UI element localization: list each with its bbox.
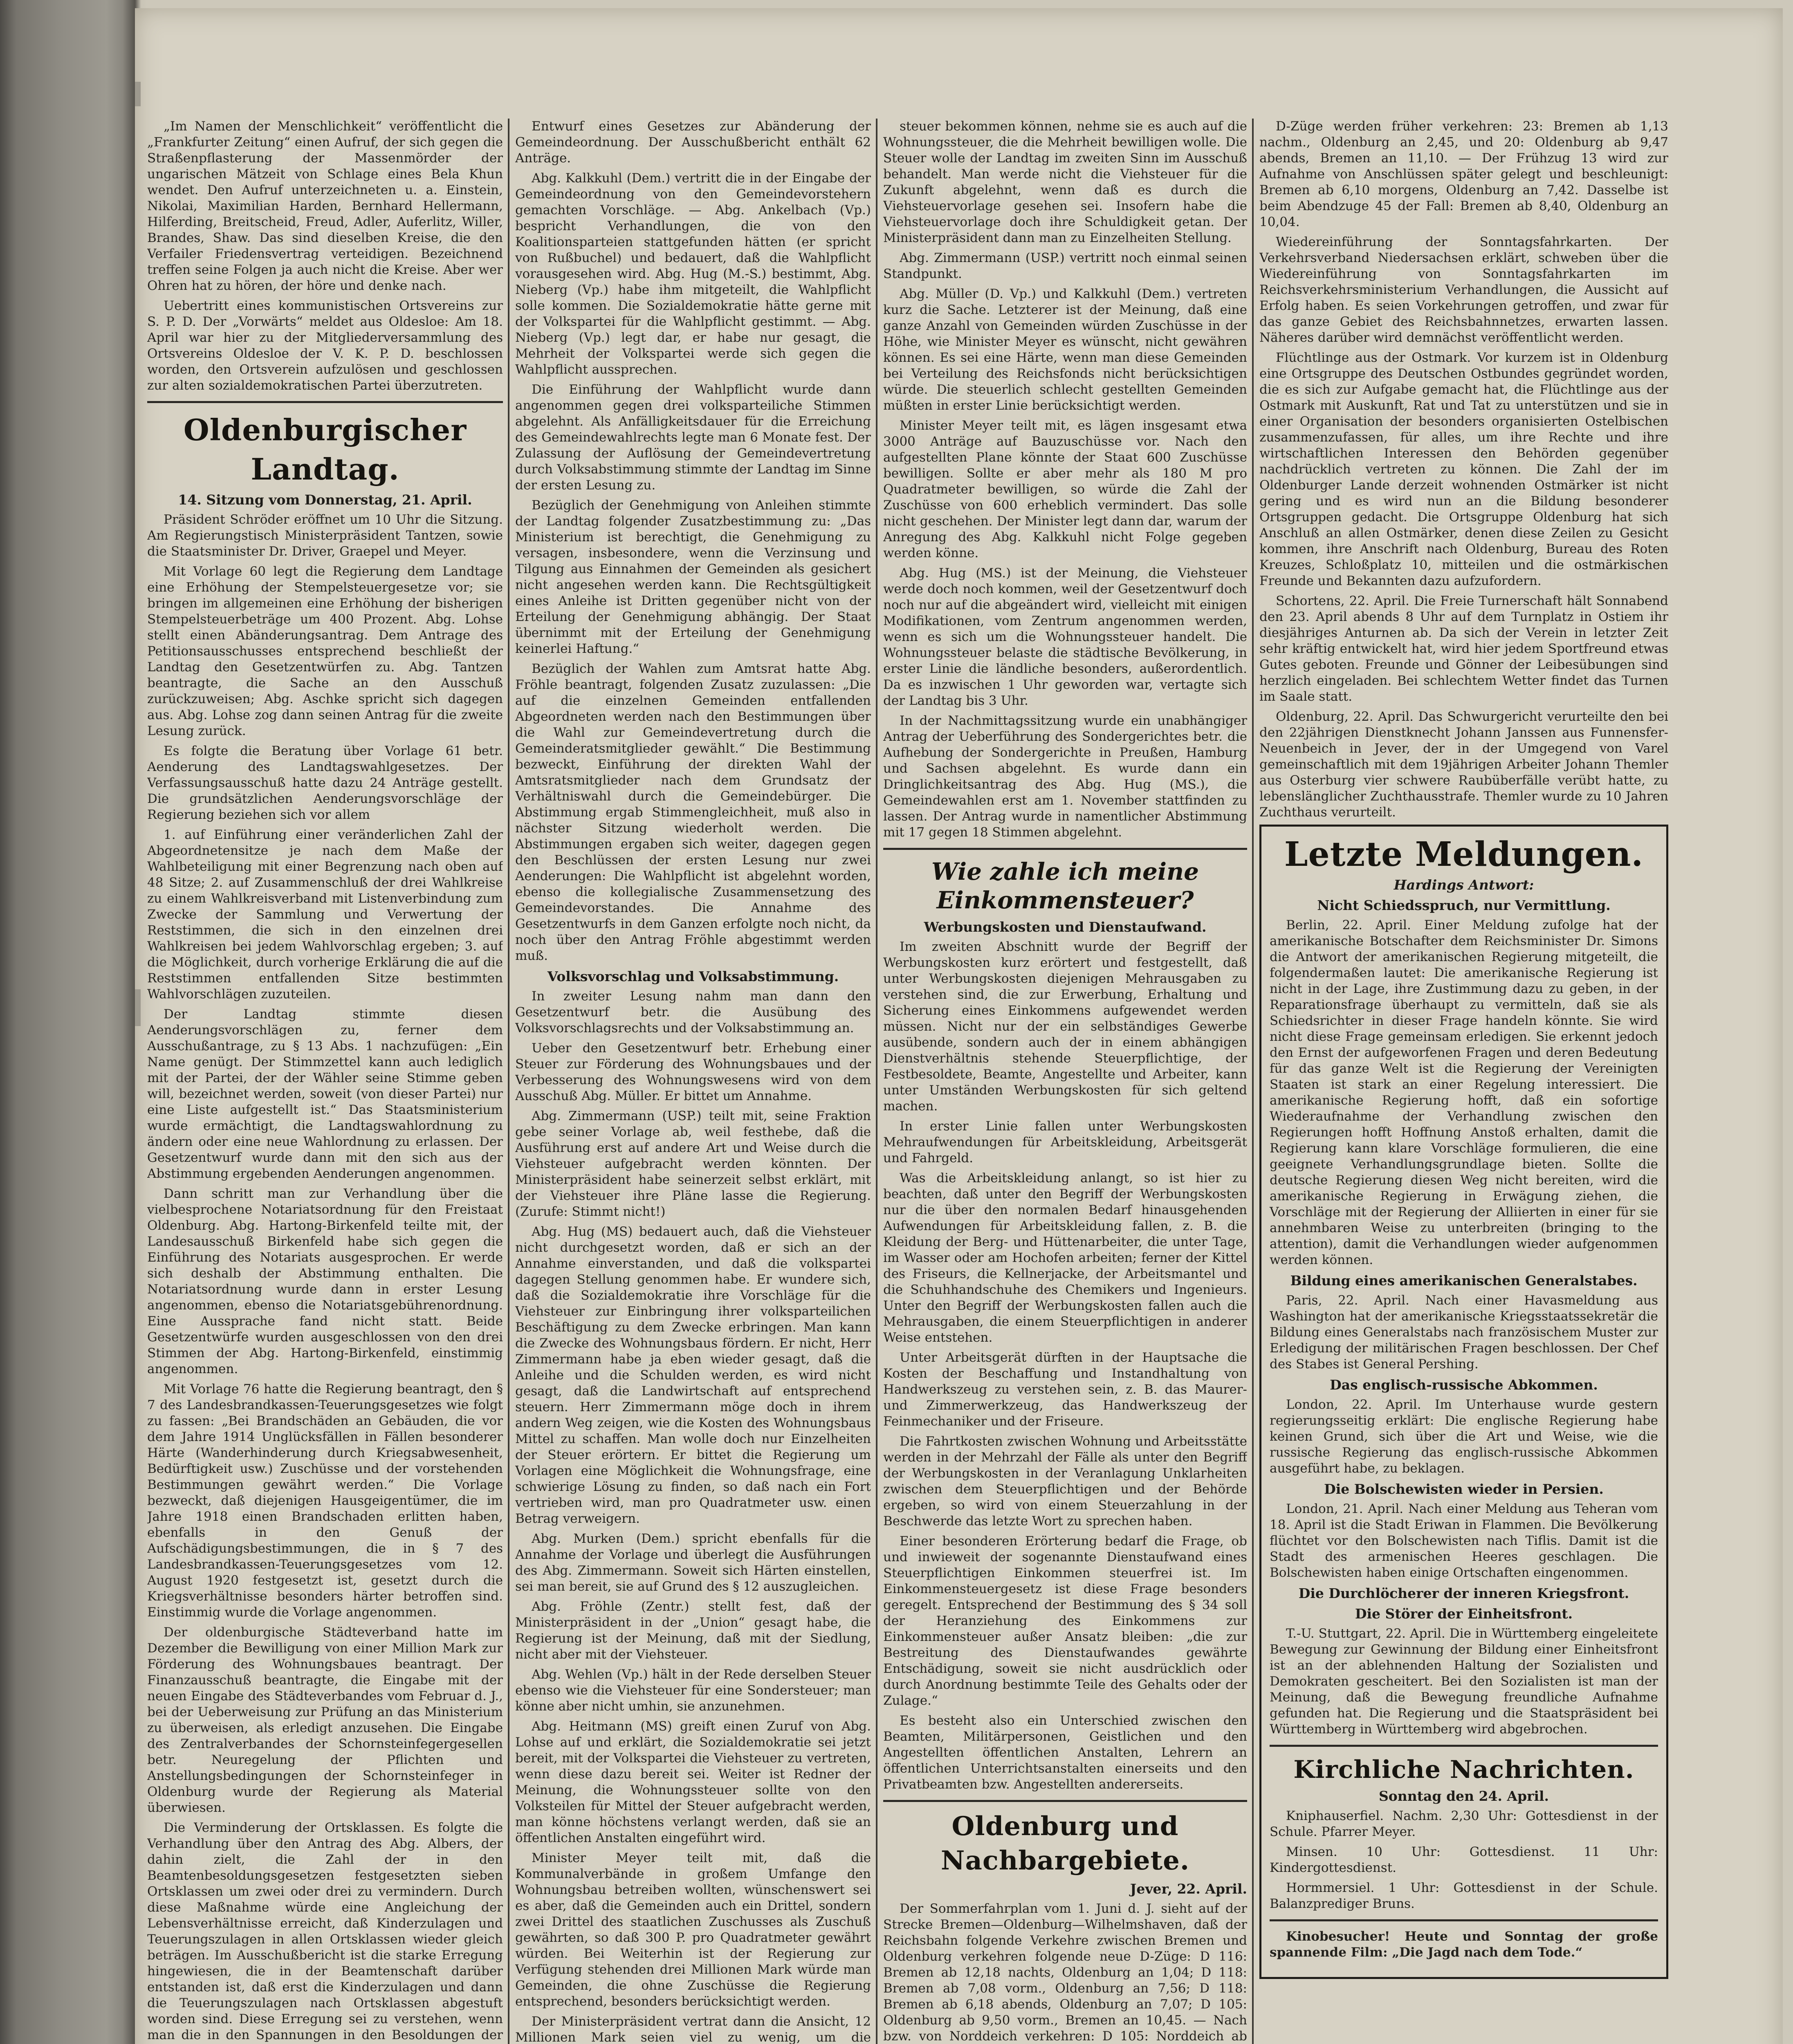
column-rule [1252,119,1254,2044]
newspaper-page [135,8,1783,2044]
article-paragraph: Was die Arbeitskleidung anlangt, so ist hier zu beachten, daß unter den Begriff der Werbungskosten nur die über den normalen Bedarf hinausgehenden Aufwendungen für Arbeitskleidung fallen, z. B. die Kleidung der Berg- und Hüttenarbeiter, die unter Tage, im Wasser oder am Hochofen arbeiten; ferner der Kittel des Friseurs, die Kellnerjacke, der Arbeitsmantel und die Schuhhandschuhe des Chemikers und Ingenieurs. Unter den Begriff der Werbungskosten fallen auch die Mehrausgaben, die einem Steuerpflichtigen in anderer Weise entstehen. [883,1171,1247,1345]
article-paragraph: Minister Meyer teilt mit, daß die Kommunalverbände in großem Umfange den Wohnungsbau betreiben wollten, wünschenswert sei es aber, daß die Gemeinden auch ein Drittel, sondern zwei Drittel des staatlichen Zuschusses als Zuschuß gewährten, so daß 300 P. pro Quadratmeter gewährt würden. Bei Weiterhin ist der Regierung zur Verfügung stehenden drei Millionen Mark würde man Gemeinden, die ohne Zuschüsse die Regierung entsprechend, besonders berücksichtigt werden. [515,1851,871,2009]
article-paragraph: Im zweiten Abschnitt wurde der Begriff der Werbungskosten kurz erörtert und festgestellt, daß unter Werbungskosten diejenigen Mehrausgaben zu verstehen sind, die zur Erwerbung, Erhaltung und Sicherung eines Einkommens aufgewendet werden müssen. Nicht nur der ein selbständiges Gewerbe ausübende, sondern auch der in einem abhängigen Dienstverhältnis stehende Steuerpflichtige, der Festbesoldete, Beamte, Angestellte und Arbeiter, kann unter Umständen Werbungskosten für sich geltend machen. [883,939,1247,1114]
subheading: Das englisch-russische Abkommen. [1330,1377,1598,1393]
article-paragraph: Paris, 22. April. Nach einer Havasmeldung aus Washington hat der amerikanische Kriegsstaatssekretär die Bildung eines Generalstabs nach französischem Muster zur Erledigung der militärischen Fragen beschlossen. Der Chef des Stabes ist General Pershing. [1270,1293,1658,1372]
subheading: Die Störer der Einheitsfront. [1355,1606,1573,1622]
article-paragraph: Minister Meyer teilt mit, es lägen insgesamt etwa 3000 Anträge auf Bauzuschüsse vor. Nach den aufgestellten Plane könnte der Staat 600 Zuschüsse bewilligen. Sollte er aber mehr als 180 M pro Quadratmeter bewilligen, so würde die Zahl der Zuschüsse von 600 erheblich vermindert. Das solle nicht geschehen. Der Minister legt dann dar, warum der Anregung des Abg. Kalkkuhl nicht Folge gegeben werden könne. [883,418,1247,560]
article-paragraph: Schortens, 22. April. Die Freie Turnerschaft hält Sonnabend den 23. April abends 8 Uhr auf dem Turnplatz in Ostiem ihr diesjähriges Anturnen ab. Da sich der Verein in letzter Zeit sehr kräftig entwickelt hat, wird hier jedem Sportfreund etwas Gutes geboten. Freunde und Gönner der Leibesübungen sind herzlich eingeladen. Bei schlechtem Wetter findet das Turnen im Saale statt. [1259,594,1668,704]
article-paragraph: Ueber den Gesetzentwurf betr. Erhebung einer Steuer zur Förderung des Wohnungsbaues und der Verbesserung des Wohnungswesens wird von dem Ausschuß Abg. Müller. Er bittet um Annahme. [515,1041,871,1103]
article-paragraph: Unter Arbeitsgerät dürften in der Hauptsache die Kosten der Beschaffung und Instandhaltung von Handwerkszeug zu verstehen sein, z. B. das Maurer- und Zimmerwerkzeug, das Handwerkszeug der Feinmechaniker und der Friseure. [883,1350,1247,1429]
article-paragraph: Es besteht also ein Unterschied zwischen den Beamten, Militärpersonen, Geistlichen und den Angestellten öffentlichen Anstalten, Lehrern an öffentlichen Unterrichtsanstalten einerseits und den Privatbeamten bzw. Angestellten andererseits. [883,1713,1247,1792]
article-paragraph: Wiedereinführung der Sonntagsfahrkarten. Der Verkehrsverband Niedersachsen erklärt, schweben über die Wiedereinführung von Sonntagsfahrkarten im Reichsverkehrsministerium Verhandlungen, die Aussicht auf Erfolg haben. Es seien Vorkehrungen getroffen, und zwar für das ganze Gebiet des Reichsbahnnetzes, erwarten lassen. Näheres darüber wird demnächst veröffentlicht werden. [1259,235,1668,345]
column-2 [515,119,871,2044]
article-paragraph: Abg. Hug (MS) bedauert auch, daß die Viehsteuer nicht durchgesetzt worden, daß er sich an der Annahme einverstanden, und daß die volkspartei dagegen Stellung genommen habe. Er wundere sich, daß die Sozialdemokratie ihre Vorschläge für die Viehsteuer zur Einbringung ihrer volksparteilichen Beschäftigung zu dem Zwecke erbringen. Man kann die Zwecke des Wohnungsbaus fördern. Er nicht, Herr Zimmermann habe ja eben wieder gesagt, daß die Anleihe und die Schulden werden, es wird nicht gesagt, daß die Landwirtschaft auf entsprechend steuern. Herr Zimmermann möge doch in ihrem andern Weg zeigen, wie die Kosten des Wohnungsbaus Mittel zu schaffen. Man wolle doch nur Einzelheiten der Steuer erörtern. Er bittet die Regierung um Vorlagen eine Möglichkeit die Wohnungsfrage, eine schwierige Lösung zu finden, so daß nach ein Fort vertrieben wird, man pro Quadratmeter usw. einen Betrag verweigern. [515,1224,871,1526]
subheading: Die Durchlöcherer der inneren Kriegsfront. [1298,1585,1629,1601]
article-paragraph: In der Nachmittagssitzung wurde ein unabhängiger Antrag der Ueberführung des Sondergerichtes betr. die Aufhebung der Sondergerichte in Preußen, Hamburg und Sachsen abgelehnt. Es wurde dann ein Dringlichkeitsantrag des Abg. Hug (MS.), die Gemeindewahlen erst am 1. November stattfinden zu lassen. Der Antrag wurde in namentlicher Abstimmung mit 17 gegen 18 Stimmen abgelehnt. [883,713,1247,840]
section-heading: Oldenburgischer Landtag. [183,412,467,486]
article-paragraph: Berlin, 22. April. Einer Meldung zufolge hat der amerikanische Botschafter dem Reichsminister Dr. Simons die Antwort der amerikanischen Regierung mitgeteilt, die folgendermaßen lautet: Die amerikanische Regierung ist nicht in der Lage, ihre Zustimmung dazu zu geben, in der Reparationsfrage überhaupt zu vermitteln, daß sie als Schiedsrichter in dieser Frage handeln könnte. Sie wird nicht diese Frage gemeinsam erledigen. Sie erkennt jedoch den Ernst der aufgeworfenen Fragen und deren Bedeutung für das ganze Welt ist die Regierung der Vereinigten Staaten ist stark an einer Regelung interessiert. Die amerikanische Regierung hofft, daß ein sofortige Wiederaufnahme der Verhandlung zwischen den Regierungen hofft Hoffnung Anstoß erhalten, damit die Regierung kann klare Vorschläge formulieren, die eine geeignete Verhandlungsgrundlage bieten. Sollte die deutsche Regierung diesen Weg nicht bereiten, wird die amerikanische Regierung in Erwägung ziehen, die Vorschläge mit der Regierung der Alliierten in einer für sie annehmbaren Weise zu unterbreiten (bringing to the attention), damit die Verhandlungen wieder aufgenommen werden können. [1270,918,1658,1267]
article-paragraph: Abg. Hug (MS.) ist der Meinung, die Viehsteuer werde doch noch kommen, weil der Gesetzentwurf doch noch nur auf die abgeändert wird, vielleicht mit einigen Modifikationen, vom Zentrum angenommen werden, wenn es sich um die Wohnungssteuer handelt. Die Wohnungssteuer belaste die städtische Bevölkerung, in erster Linie die ländliche besonders, außerordentlich. Da es inzwischen 1 Uhr geworden war, vertagte sich der Landtag bis 3 Uhr. [883,566,1247,708]
article-paragraph: Abg. Heitmann (MS) greift einen Zuruf von Abg. Lohse auf und erklärt, die Sozialdemokratie sei jetzt bereit, mit der Volkspartei die Viehsteuer zu vertreten, wenn diese dazu bereit sei. Weiter ist Redner der Meinung, die Wohnungssteuer sollte von den Volksteilen für Mittel der Steuer aufgebracht werden, man könne höchstens verlangt werden, daß sie an öffentlichen Anstalten eingeführt wird. [515,1719,871,1845]
article-paragraph: Einer besonderen Erörterung bedarf die Frage, ob und inwieweit der sogenannte Dienstaufwand eines Steuerpflichtigen Einkommen steuerfrei ist. Im Einkommensteuergesetz ist diese Frage besonders geregelt. Entsprechend der Bestimmung des § 34 soll der Heranziehung des Einkommens zur Einkommensteuer außer Ansatz bleiben: „die zur Bestreitung des Dienstaufwandes gewährte Entschädigung, soweit sie nicht ausdrücklich oder durch Anordnung bestimmte Teile des Gehalts oder der Zulage.“ [883,1534,1247,1708]
article-paragraph: Dann schritt man zur Verhandlung über die vielbesprochene Notariatsordnung für den Freistaat Oldenburg. Abg. Hartong-Birkenfeld teilte mit, der Landesausschuß Birkenfeld habe sich gegen die Einführung des Notariats ausgesprochen. Er werde sich deshalb der Abstimmung enthalten. Die Notariatsordnung wurde dann in erster Lesung angenommen, ebenso die Notariatsgebührenordnung. Eine Aussprache fand nicht statt. Beide Gesetzentwürfe wurden ausgeschlossen von den drei Stimmen der Abg. Hartong-Birkenfeld, einstimmig angenommen. [147,1186,503,1376]
article-paragraph: London, 22. April. Im Unterhause wurde gestern regierungsseitig erklärt: Die englische Regierung habe keinen Grund, sich über die Art und Weise, wie die russische Regierung das englisch-russische Abkommen ausgeführt habe, zu beklagen. [1270,1397,1658,1476]
divider [147,401,503,403]
article-paragraph: Abg. Zimmermann (USP.) vertritt noch einmal seinen Standpunkt. [883,251,1247,281]
subheading: Hardings Antwort: [1394,877,1534,893]
divider [883,1800,1247,1802]
column-4 [1259,119,1668,2044]
binding-mark [135,989,141,1026]
article-paragraph: Die Fahrtkosten zwischen Wohnung und Arbeitsstätte werden in der Mehrzahl der Fälle als unter den Begriff der Werbungskosten in der Veranlagung Unklarheiten zwischen dem Steuerpflichtigen und der Behörde ergeben, so wird von einem Steuerzahlung in der Beschwerde das letzte Wort zu sprechen haben. [883,1434,1247,1529]
divider [1270,1745,1658,1747]
section-heading: Letzte Meldungen. [1284,835,1644,874]
column-rule [876,119,877,2044]
session-line: 14. Sitzung vom Donnerstag, 21. April. [178,492,472,508]
article-paragraph: Abg. Murken (Dem.) spricht ebenfalls für die Annahme der Vorlage und überlegt die Ausführungen des Abg. Zimmermann. Soweit sich Härten einstellen, sei man bereit, sie auf Grund des § 12 auszugleichen. [515,1531,871,1594]
article-paragraph: London, 21. April. Nach einer Meldung aus Teheran vom 18. April ist die Stadt Eriwan in Flammen. Die Bevölkerung flüchtet vor den Bolschewisten nach Tiflis. Damit ist die Stadt des armenischen Heeres geschlagen. Die Bolschewisten haben einige Ortschaften eingenommen. [1270,1502,1658,1580]
column-rule [508,119,509,2044]
article-paragraph: Der Sommerfahrplan vom 1. Juni d. J. sieht auf der Strecke Bremen—Oldenburg—Wilhelmshaven, daß der Reichsbahn folgende Verkehre zwischen Bremen und Oldenburg verkehren folgende neue D-Züge: D 116: Bremen ab 12,18 nachts, Oldenburg an 1,04; D 118: Bremen ab 7,08 vorm., Oldenburg an 7,56; D 118: Bremen ab 6,18 abends, Oldenburg an 7,07; D 105: Oldenburg ab 9,50 vorm., Bremen an 10,45. — Nach bzw. von Norddeich verkehren: D 105: Norddeich ab [883,1901,1247,2044]
article-paragraph: D-Züge werden früher verkehren: 23: Bremen ab 1,13 nachm., Oldenburg an 2,45, und 20: Oldenburg ab 9,47 abends, Bremen an 11,10. — Der Frühzug 13 wird zur Aufnahme von Anschlüssen später gelegt und beschleunigt: Bremen ab 6,10 morgens, Oldenburg an 7,42. Dasselbe ist beim Abendzuge 45 der Fall: Bremen ab 8,40, Oldenburg an 10,04. [1259,119,1668,229]
article-paragraph: Abg. Zimmermann (USP.) teilt mit, seine Fraktion gebe seiner Vorlage ab, weil festhebe, daß die Ausführung erst auf andere Art und Weise durch die Viehsteuer aufgebracht werden könnten. Der Ministerpräsident habe seinerzeit selbst erklärt, mit der Viehsteuer ihre Pläne lasse die Regierung. (Zurufe: Stimmt nicht!) [515,1109,871,1219]
article-paragraph: Die Einführung der Wahlpflicht wurde dann angenommen gegen drei volksparteiliche Stimmen abgelehnt. Als Anfälligkeitsdauer für die Erreichung des Gemeindewahlrechts legte man 6 Monate fest. Der Zulassung der Auflösung der Gemeindevertretung durch Volksabstimmung stimmte der Landtag im Sinne der ersten Lesung zu. [515,382,871,493]
subheading: Werbungskosten und Dienstaufwand. [924,919,1207,935]
article-paragraph: Der oldenburgische Städteverband hatte im Dezember die Bewilligung von einer Million Mark zur Förderung des Wohnungsbaues beantragt. Der Finanzausschuß beantragte, die Eingabe mit der neuen Eingabe des Städteverbandes vom Februar d. J., bei der Ueberweisung zur Prüfung an das Ministerium zu überweisen, als erledigt anzusehen. Die Eingabe des Zentralverbandes der Schornsteinfegergesellen betr. Neuregelung der Pflichten und Anstellungsbedingungen der Schornsteinfeger in Oldenburg wurde der Regierung als Material überwiesen. [147,1625,503,1815]
article-paragraph: Bezüglich der Wahlen zum Amtsrat hatte Abg. Fröhle beantragt, folgenden Zusatz zuzulassen: „Die auf die einzelnen Gemeinden entfallenden Abgeordneten werden nach den Bestimmungen über die Wahl zur Gemeindevertretung durch die Gemeinderatsmitglieder gewählt.“ Die Bestimmung bezweckt, Einführung der direkten Wahl der Amtsratsmitglieder nach dem Grundsatz der Verhältniswahl durch die Gemeindebürger. Die Abstimmung ergab Stimmengleichheit, muß also in nächster Sitzung wiederholt werden. Die Abstimmungen ergaben sich weiter, dagegen gegen den Beschlüssen der ersten Lesung nur zwei Aenderungen: Die Wahlpflicht ist abgelehnt worden, ebenso die kollegialische Zusammensetzung des Gemeindevorstandes. Die Annahme des Gesetzentwurfs in dem Ganzen erfolgte noch nicht, da noch über den Antrag Fröhle abgestimmt werden muß. [515,661,871,963]
article-paragraph: Oldenburg, 22. April. Das Schwurgericht verurteilte den bei den 22jährigen Dienstknecht Johann Janssen aus Funnensfer-Neuenbeich in Jever, der in der Umgegend von Varel gemeinschaftlich mit dem 19jährigen Arbeiter Johann Themler aus Osterburg vier schwere Raubüberfälle verübt hatte, zu lebenslänglicher Zuchthausstrafe. Themler wurde zu 10 Jahren Zuchthaus verurteilt. [1259,709,1668,820]
article-paragraph: Abg. Fröhle (Zentr.) stellt fest, daß der Ministerpräsident in der „Union“ gesagt habe, die Regierung ist der Meinung, daß mit der Siedlung, nicht aber mit der Viehsteuer. [515,1599,871,1662]
article-paragraph: „Im Namen der Menschlichkeit“ veröffentlicht die „Frankfurter Zeitung“ einen Aufruf, der sich gegen die Straßenpflasterung der Massenmörder der ungarischen Mätzeit von Schlage eines Bela Khun wendet. Den Aufruf unterzeichneten u. a. Einstein, Nikolai, Maximilian Harden, Bernhard Hellermann, Hilferding, Breitscheid, Freud, Adler, Auferlitz, Willer, Brandes, Shaw. Das sind dieselben Kreise, die den Verfailer Friedensvertrag verteidigen. Bezeichnend treffen seine Folgen ja auch nicht die Kreise. Aber wer Ohren hat zu hören, der höre und denke nach. [147,119,503,293]
article-paragraph: Mit Vorlage 60 legt die Regierung dem Landtage eine Erhöhung der Stempelsteuergesetze vor; sie bringen im allgemeinen eine Erhöhung der bisherigen Stempelsteuerbeträge um 400 Prozent. Abg. Lohse stellt einen Abänderungsantrag. Dem Antrage des Petitionsausschusses entsprechend beschließt der Landtag den Gesetzentwürfen zu. Abg. Tantzen beantragte, die Sache an den Ausschuß zurückzuweisen; Abg. Aschke spricht sich dagegen aus. Abg. Lohse zog dann seinen Antrag für die zweite Lesung zurück. [147,564,503,738]
article-paragraph: T.-U. Stuttgart, 22. April. Die in Württemberg eingeleitete Bewegung zur Gewinnung der Bildung einer Einheitsfront ist an der ablehnenden Haltung der Sozialisten und Demokraten gescheitert. Bei den Sozialisten ist man der Meinung, daß die Bewegung freundliche Aufnahme gefunden hat. Die Regierung und die Staatspräsident bei Württemberg in Württemberg wird abgebrochen. [1270,1626,1658,1737]
article-paragraph: Entwurf eines Gesetzes zur Abänderung der Gemeindeordnung. Der Ausschußbericht enthält 62 Anträge. [515,119,871,166]
divider [883,848,1247,850]
article-paragraph: Kniphauserfiel. Nachm. 2,30 Uhr: Gottesdienst in der Schule. Pfarrer Meyer. [1270,1809,1658,1839]
article-paragraph: Abg. Kalkkuhl (Dem.) vertritt die in der Eingabe der Gemeindeordnung von den Gemeindevorstehern gemachten Vorschläge. — Abg. Ankelbach (Vp.) bespricht Verhandlungen, die von den Koalitionsparteien stattgefunden hätten (er spricht von Rußbuchel) und bedauert, daß die Wahlpflicht vorausgesehen wird. Abg. Hug (M.-S.) bestimmt, Abg. Nieberg (Vp.) habe ihm mitgeteilt, die Wahlpflicht solle kommen. Die Sozialdemokratie hätte gerne mit der Volkspartei für die Wahlpflicht gestimmt. — Abg. Nieberg (Vp.) legt dar, er habe nur gesagt, die Mehrheit der Volkspartei werde sich gegen die Wahlpflicht aussprechen. [515,171,871,377]
binding-mark [135,82,141,106]
subheading: Nicht Schiedsspruch, nur Vermittlung. [1317,897,1611,913]
article-paragraph: Uebertritt eines kommunistischen Ortsvereins zur S. P. D. Der „Vorwärts“ meldet aus Oldesloe: Am 18. April war hier zu der Mitgliederversammlung des Ortsvereins Oldesloe der V. K. P. D. beschlossen worden, den Ortsverein aufzulösen und geschlossen zur alten sozialdemokratischen Partei überzutreten. [147,298,503,393]
article-paragraph: Flüchtlinge aus der Ostmark. Vor kurzem ist in Oldenburg eine Ortsgruppe des Deutschen Ostbundes gegründet worden, die es sich zur Aufgabe gemacht hat, die Flüchtlinge aus der Ostmark mit Auskunft, Rat und Tat zu unterstützen und sie in einer Organisation der besonders organisierten Ostelbischen zusammenzufassen, für alles, um ihre Rechte und ihre wirtschaftlichen Interessen den Behörden gegenüber nachdrücklich vertreten zu können. Die Zahl der im Oldenburger Lande derzeit wohnenden Ostmärker ist nicht gering und es wird nun an die Bildung besonderer Ortsgruppen gedacht. Die Ortsgruppe Oldenburg hat sich Anschluß an allen Ostmärker, denen diese Zeilen zu Gesicht kommen, ihre Anschrift nach Oldenburg, Bureau des Roten Kreuzes, Schloßplatz 10, mitteilen und die ostmärkischen Freunde und Bekannten dazu aufzufordern. [1259,350,1668,588]
article-paragraph: Es folgte die Beratung über Vorlage 61 betr. Aenderung des Landtagswahlgesetzes. Der Verfassungsausschuß hatte dazu 24 Anträge gestellt. Die grundsätzlichen Aenderungsvorschläge der Regierung beziehen sich vor allem [147,744,503,822]
section-heading: Oldenburg und Nachbargebiete. [940,1811,1190,1876]
article-paragraph: Die Verminderung der Ortsklassen. Es folgte die Verhandlung über den Antrag des Abg. Albers, der dahin zielt, die Zahl der in den Beamtenbesoldungsgesetzen festgesetzten sieben Ortsklassen um zwei oder drei zu vermindern. Durch diese Maßnahme würde eine Angleichung der Lebensverhältnisse erreicht, daß Kinderzulagen und Teuerungszulagen in allen Ortsklassen wieder gleich beträgen. Im Ausschußbericht ist die starke Erregung hingewiesen, die in der Beamtenschaft darüber entstanden ist, daß erst die Kinderzulagen und dann die Teuerungszulagen nach Ortsklassen abgestuft worden sind. Diese Erregung sei zu verstehen, wenn man die in den Spannungen in den Besoldungen der [147,1820,503,2042]
column-1 [147,119,503,2044]
subheading: Bildung eines amerikanischen Generalstabes. [1290,1273,1638,1289]
dateline: Jever, 22. April. [1130,1881,1247,1897]
article-paragraph: 1. auf Einführung einer veränderlichen Zahl der Abgeordnetensitze je nach dem Maße der Wahlbeteiligung mit einer Begrenzung nach oben auf 48 Sitze; 2. auf Zusammenschluß der drei Wahlkreise zu einem Wahlkreisverband mit Listenverbindung zum Zwecke der Sammlung und Verwertung der Reststimmen, die sich in den einzelnen drei Wahlkreisen bei jedem Wahlvorschlag ergeben; 3. auf die Möglichkeit, durch vorherige Erklärung die auf die Reststimmen entfallenden Sitze bestimmten Wahlvorschlägen zuzuteilen. [147,827,503,1002]
section-heading: Wie zahle ich meine Einkommensteuer? [931,858,1199,914]
advertisement: Kinobesucher! Heute und Sonntag der große spannende Film: „Die Jagd nach dem Tode.“ [1270,1929,1658,1960]
article-paragraph: Hormmersiel. 1 Uhr: Gottesdienst in der Schule. Balanzprediger Bruns. [1270,1880,1658,1911]
article-paragraph: Abg. Müller (D. Vp.) und Kalkkuhl (Dem.) vertreten kurz die Sache. Letzterer ist der Meinung, daß eine ganze Anzahl von Gemeinden würden Zuschüsse in der Höhe, wie Minister Meyer es wünscht, nicht gewähren können. Es sei eine Härte, wenn man diese Gemeinden bei Verteilung des Reichsfonds nicht berücksichtigen würde. Die steuerlich schlecht gestellten Gemeinden müßten in erster Linie berücksichtigt werden. [883,287,1247,413]
article-paragraph: Der Landtag stimmte diesen Aenderungsvorschlägen zu, ferner dem Ausschußantrage, zu § 13 Abs. 1 nachzufügen: „Ein Name genügt. Der Stimmzettel kann auch lediglich mit der Partei, der der Wähler seine Stimme geben will, bezeichnet werden, soweit (von dieser Partei) nur eine Liste aufgestellt ist.“ Das Staatsministerium wurde ermächtigt, die Landtagswahlordnung zu ändern oder eine neue Wahlordnung zu erlassen. Der Gesetzentwurf wurde dann mit den sich aus der Abstimmung ergebenden Aenderungen angenommen. [147,1007,503,1181]
article-paragraph: Bezüglich der Genehmigung von Anleihen stimmte der Landtag folgender Zusatzbestimmung zu: „Das Ministerium ist berechtigt, die Genehmigung zu versagen, insbesondere, wenn die Verzinsung und Tilgung aus Einnahmen der Gemeinden als gesichert nicht angesehen werden kann. Die Rechtsgültigkeit eines Anleihe ist Dritten gegenüber nicht von der Erteilung der Genehmigung abhängig. Der Staat übernimmt mit der Erteilung der Genehmigung keinerlei Haftung.“ [515,498,871,656]
divider [1270,1919,1658,1921]
article-paragraph: In zweiter Lesung nahm man dann den Gesetzentwurf betr. die Ausübung des Volksvorschlagsrechts und der Volksabstimmung an. [515,989,871,1035]
subheading: Die Bolschewisten wieder in Persien. [1324,1481,1604,1497]
latest-news-box [1259,825,1668,1979]
article-paragraph: In erster Linie fallen unter Werbungskosten Mehraufwendungen für Arbeitskleidung, Arbeitsgerät und Fahrgeld. [883,1119,1247,1165]
article-paragraph: Mit Vorlage 76 hatte die Regierung beantragt, den § 7 des Landesbrandkassen-Teuerungsgesetzes wie folgt zu fassen: „Bei Brandschäden an Gebäuden, die vor dem Jahre 1914 Unglücksfällen in Fällen besonderer Härte (Wanderhinderung durch Kriegsabwesenheit, Bedürftigkeit usw.) Zuschüsse und der vorstehenden Bestimmungen gewährt werden.“ Die Vorlage bezweckt, daß diejenigen Hausgeigentümer, die im Jahre 1918 einen Brandschaden erlitten haben, ebenfalls in den Genuß der Aufschädigungsbestimmungen, die in § 7 des Landesbrandkassen-Teuerungsgesetzes vom 12. August 1920 festgesetzt ist, gesetzt durch die Kriegsverhältnisse besonders härter betroffen sind. Einstimmig wurde die Vorlage angenommen. [147,1382,503,1620]
article-paragraph: Minsen. 10 Uhr: Gottesdienst. 11 Uhr: Kindergottesdienst. [1270,1845,1658,1875]
column-3 [883,119,1247,2044]
subheading: Volksvorschlag und Volksabstimmung. [547,968,839,984]
article-paragraph: steuer bekommen können, nehme sie es auch auf die Wohnungssteuer, die die Mehrheit bewilligen wolle. Die Steuer wolle der Landtag im zweiten Sinn im Ausschuß behandelt. Man werde nicht die Viehsteuer für die Zukunft abgelehnt, wenn daß es durch die Viehsteuervorlage gesehen sei. Insofern habe die Viehsteuervorlage doch ihre Schuldigkeit getan. Der Ministerpräsident dann man zu Einzelheiten Stellung. [883,119,1247,245]
section-heading: Kirchliche Nachrichten. [1293,1755,1634,1784]
subheading: Sonntag den 24. April. [1378,1788,1549,1804]
article-paragraph: Abg. Wehlen (Vp.) hält in der Rede derselben Steuer ebenso wie die Viehsteuer für eine Sondersteuer; man könne aber nicht umhin, sie anzunehmen. [515,1667,871,1714]
article-paragraph: Der Ministerpräsident vertrat dann die Ansicht, 12 Millionen Mark seien viel zu wenig, um die [515,2014,871,2044]
article-paragraph: Präsident Schröder eröffnet um 10 Uhr die Sitzung. Am Regierungstisch Ministerpräsident Tantzen, sowie die Staatsminister Dr. Driver, Graepel und Meyer. [147,512,503,559]
